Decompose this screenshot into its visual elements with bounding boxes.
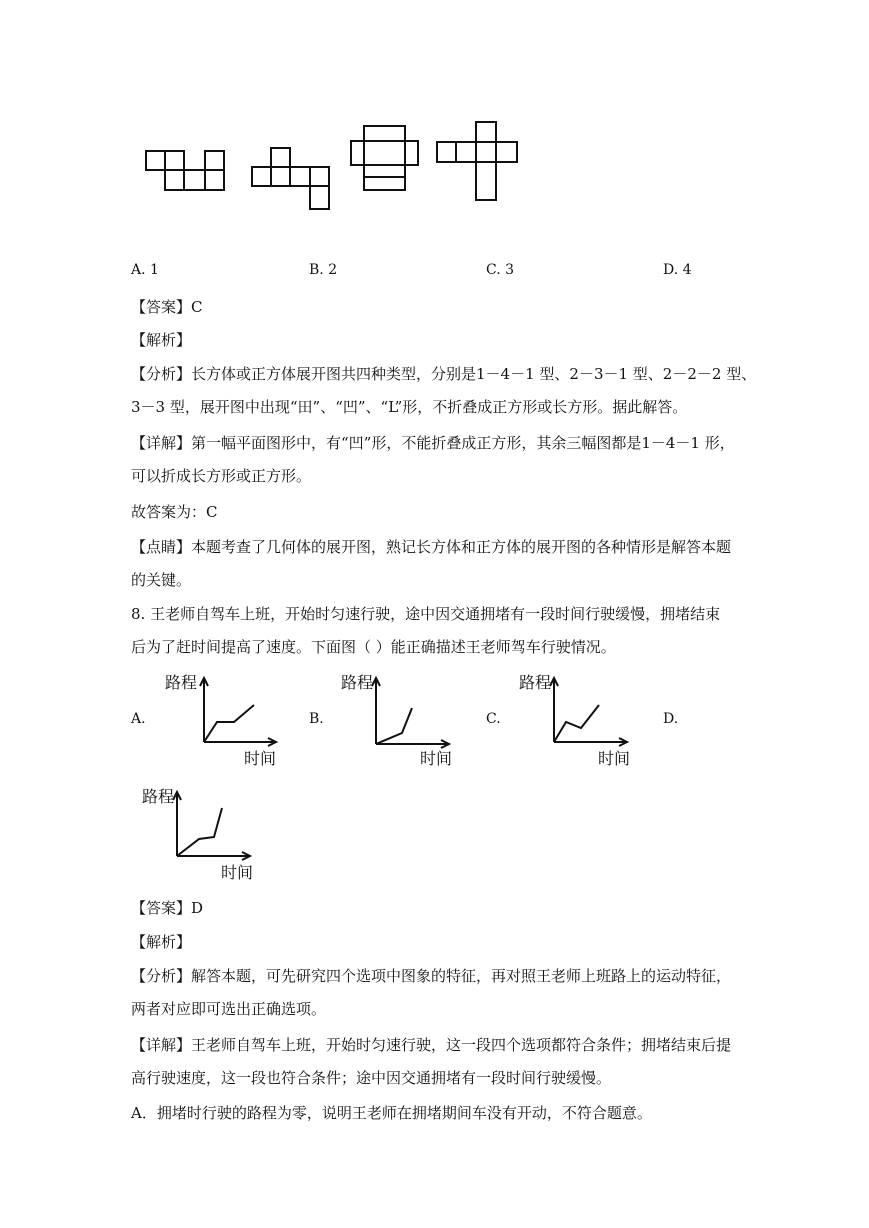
option-d: D. 4 bbox=[663, 262, 692, 278]
graph-b-ylabel: 路程 bbox=[341, 673, 374, 692]
q8-xiangjie-line-1: 【详解】王老师自驾车上班，开始时匀速行驶，这一段四个选项都符合条件；拥堵结束后提 bbox=[131, 1036, 732, 1054]
graph-c-xlabel: 时间 bbox=[598, 749, 631, 768]
graph-c bbox=[514, 670, 644, 770]
option-c: C. 3 bbox=[486, 262, 515, 278]
graph-a-ylabel: 路程 bbox=[165, 673, 198, 692]
graph-b-xlabel: 时间 bbox=[420, 749, 453, 768]
cube-nets-figure bbox=[0, 0, 869, 230]
graph-option-b: B. bbox=[309, 711, 324, 727]
q7-fenxi-line-1: 【分析】长方体或正方体展开图共四种类型，分别是1－4－1 型、2－3－1 型、2－2－2 型、 bbox=[131, 365, 757, 383]
graph-d-line bbox=[177, 808, 222, 856]
q7-answer: 【答案】C bbox=[131, 298, 203, 316]
q7-dianjing-line-1: 【点睛】本题考查了几何体的展开图，熟记长方体和正方体的展开图的各种情形是解答本题 bbox=[131, 538, 732, 556]
option-a: A. 1 bbox=[131, 262, 159, 278]
q8-stem-line-1: 8. 王老师自驾车上班，开始时匀速行驶，途中因交通拥堵有一段时间行驶缓慢，拥堵结束 bbox=[131, 605, 721, 623]
graph-d bbox=[137, 784, 267, 884]
graph-option-d: D. bbox=[663, 711, 679, 727]
graph-option-a: A. bbox=[131, 711, 146, 727]
q7-xiangjie-line-2: 可以折成长方形或正方形。 bbox=[131, 467, 312, 485]
q8-fenxi-line-2: 两者对应即可选出正确选项。 bbox=[131, 1000, 327, 1018]
net-1 bbox=[146, 151, 224, 190]
graph-a-xlabel: 时间 bbox=[244, 749, 277, 768]
graph-b bbox=[336, 670, 466, 770]
net-3 bbox=[351, 126, 418, 190]
q7-xiangjie-line-1: 【详解】第一幅平面图形中，有“凹”形，不能折叠成正方形，其余三幅图都是1－4－1 形， bbox=[131, 434, 735, 452]
q7-fenxi-line-2: 3－3 型，展开图中出现“田”、“凹”、“L”形，不折叠成正方形或长方形。据此解答。 bbox=[131, 398, 688, 416]
net-4 bbox=[437, 122, 517, 200]
graph-a-line bbox=[204, 705, 254, 742]
graph-c-line bbox=[554, 705, 599, 742]
q8-answer: 【答案】D bbox=[131, 899, 204, 917]
q8-stem-line-2: 后为了赶时间提高了速度。下面图（ ）能正确描述王老师驾车行驶情况。 bbox=[131, 638, 616, 656]
graph-option-c: C. bbox=[486, 711, 501, 727]
q7-conclusion: 故答案为：C bbox=[131, 503, 218, 521]
graph-d-xlabel: 时间 bbox=[221, 863, 254, 882]
option-b: B. 2 bbox=[309, 262, 338, 278]
q8-xiangjie-line-2: 高行驶速度，这一段也符合条件；途中因交通拥堵有一段时间行驶缓慢。 bbox=[131, 1069, 612, 1087]
q8-analysis-a: A．拥堵时行驶的路程为零，说明王老师在拥堵期间车没有开动，不符合题意。 bbox=[131, 1104, 652, 1122]
graph-a bbox=[160, 670, 290, 770]
q8-fenxi-line-1: 【分析】解答本题，可先研究四个选项中图象的特征，再对照王老师上班路上的运动特征， bbox=[131, 967, 732, 985]
q7-dianjing-line-2: 的关键。 bbox=[131, 571, 192, 589]
q8-jiexi: 【解析】 bbox=[131, 933, 192, 951]
net-2 bbox=[252, 148, 329, 209]
graph-b-line bbox=[376, 708, 412, 744]
graph-c-ylabel: 路程 bbox=[519, 673, 552, 692]
graph-d-ylabel: 路程 bbox=[142, 787, 175, 806]
q7-jiexi: 【解析】 bbox=[131, 331, 192, 349]
